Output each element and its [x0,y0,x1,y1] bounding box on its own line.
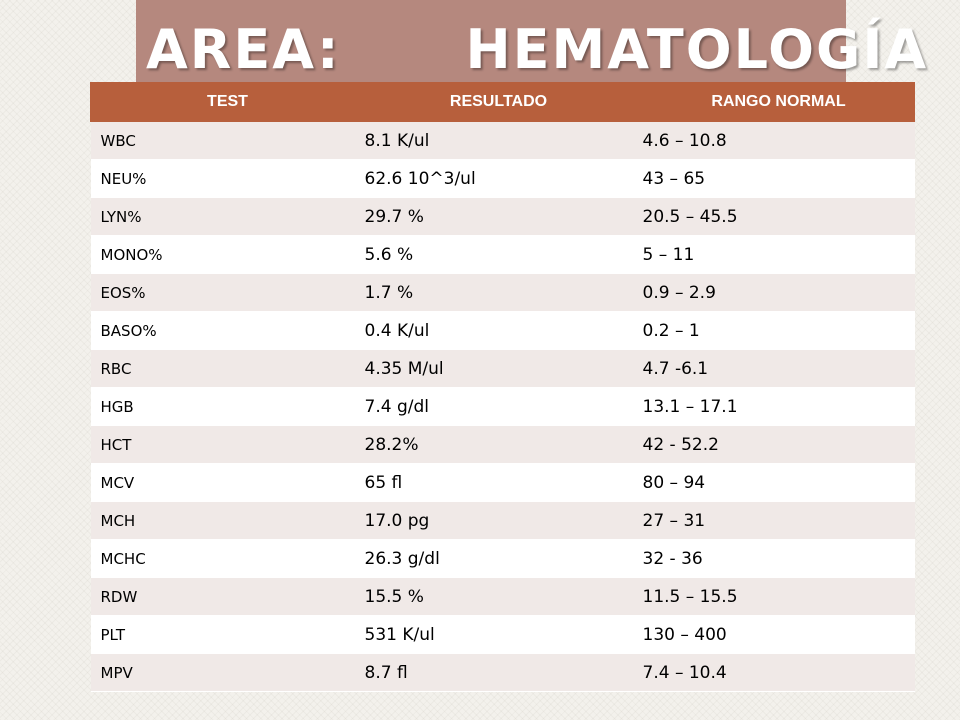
table-row [91,350,915,388]
normal-range-cell: 20.5 – 45.5 [633,198,915,236]
normal-range-cell: 80 – 94 [633,464,915,502]
test-cell: EOS% [91,274,355,312]
result-cell: 5.6 % [355,236,633,274]
header-row [91,83,915,122]
result-cell: 8.1 K/ul [355,122,633,160]
normal-range-cell: 13.1 – 17.1 [633,388,915,426]
result-cell: 62.6 10^3/ul [355,160,633,198]
table-row [91,502,915,540]
test-cell: MONO% [91,236,355,274]
table-body [91,122,915,692]
test-cell: BASO% [91,312,355,350]
test-cell: NEU% [91,160,355,198]
table-row [91,198,915,236]
result-cell: 4.35 M/ul [355,350,633,388]
test-cell: MCV [91,464,355,502]
normal-range-cell: 7.4 – 10.4 [633,654,915,692]
table-row [91,426,915,464]
table-row [91,236,915,274]
table-row [91,388,915,426]
test-cell: LYN% [91,198,355,236]
results-table [90,82,915,692]
table-row [91,122,915,160]
test-cell: RBC [91,350,355,388]
result-cell: 26.3 g/dl [355,540,633,578]
test-cell: WBC [91,122,355,160]
result-cell: 29.7 % [355,198,633,236]
test-cell: MCHC [91,540,355,578]
table-row [91,464,915,502]
test-cell: MCH [91,502,355,540]
table-row [91,540,915,578]
test-cell: HGB [91,388,355,426]
table-row [91,160,915,198]
test-cell: RDW [91,578,355,616]
normal-range-cell: 0.2 – 1 [633,312,915,350]
result-cell: 0.4 K/ul [355,312,633,350]
normal-range-cell: 43 – 65 [633,160,915,198]
result-cell: 1.7 % [355,274,633,312]
header-test: TEST [91,83,355,122]
normal-range-cell: 130 – 400 [633,616,915,654]
result-cell: 15.5 % [355,578,633,616]
results-table-container [90,82,914,692]
test-cell: MPV [91,654,355,692]
normal-range-cell: 4.6 – 10.8 [633,122,915,160]
result-cell: 531 K/ul [355,616,633,654]
table-row [91,274,915,312]
test-cell: HCT [91,426,355,464]
normal-range-cell: 27 – 31 [633,502,915,540]
result-cell: 28.2% [355,426,633,464]
normal-range-cell: 32 - 36 [633,540,915,578]
normal-range-cell: 5 – 11 [633,236,915,274]
header-resultado: RESULTADO [355,83,633,122]
result-cell: 65 fl [355,464,633,502]
table-row [91,654,915,692]
normal-range-cell: 42 - 52.2 [633,426,915,464]
result-cell: 8.7 fl [355,654,633,692]
table-row [91,312,915,350]
normal-range-cell: 11.5 – 15.5 [633,578,915,616]
header-rango-normal: RANGO NORMAL [633,83,915,122]
test-cell: PLT [91,616,355,654]
result-cell: 17.0 pg [355,502,633,540]
table-header [91,83,915,122]
table-row [91,616,915,654]
result-cell: 7.4 g/dl [355,388,633,426]
table-row [91,578,915,616]
normal-range-cell: 0.9 – 2.9 [633,274,915,312]
slide-title: AREA: HEMATOLOGÍA [146,18,929,81]
normal-range-cell: 4.7 -6.1 [633,350,915,388]
